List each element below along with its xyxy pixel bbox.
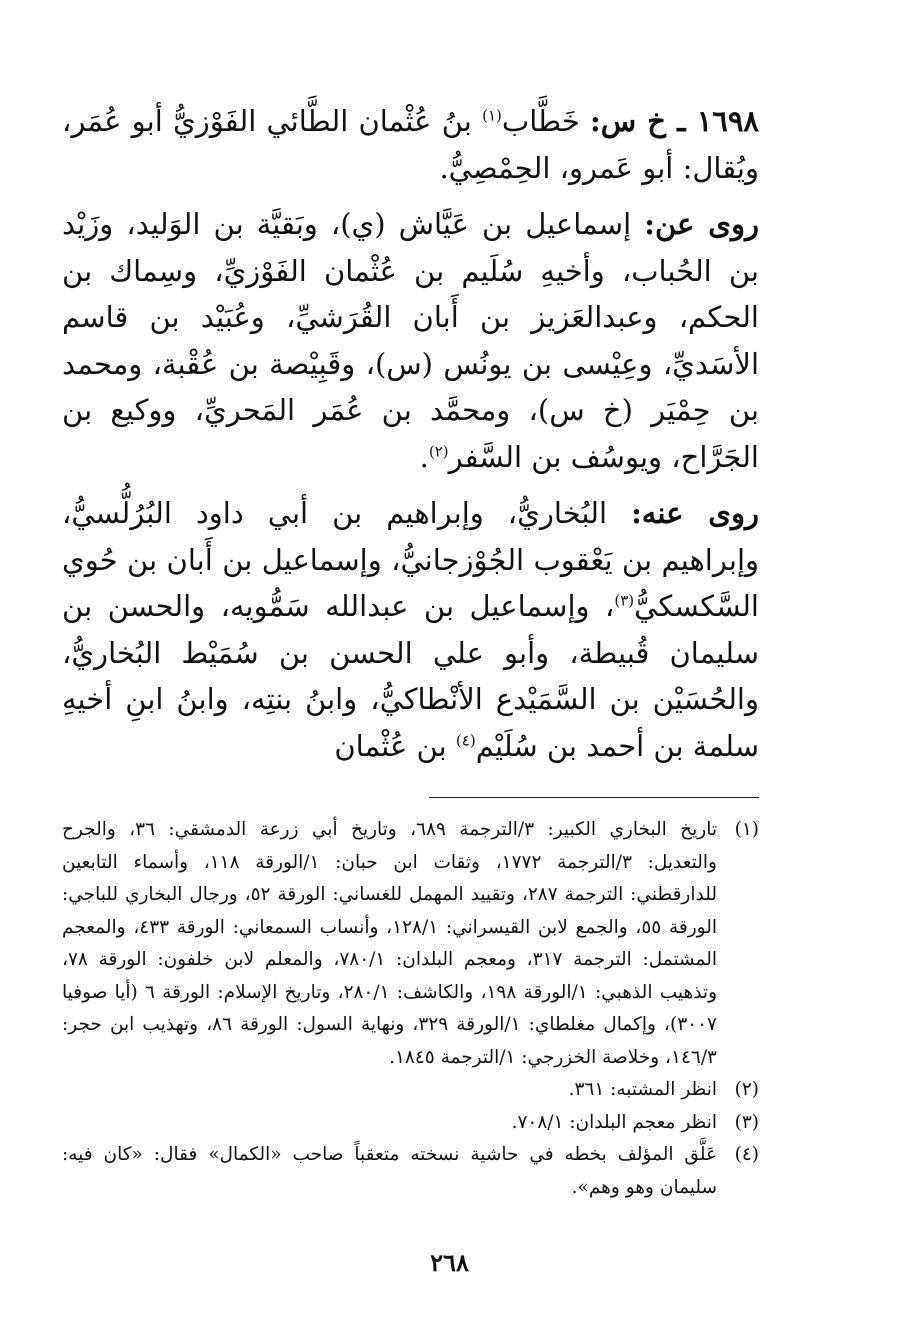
footnote-ref-3: (٣) xyxy=(614,591,635,610)
footnote-number: (٤) xyxy=(734,1144,759,1165)
footnote-item xyxy=(62,1139,759,1204)
entry-number: ١٦٩٨ ـ خ س: xyxy=(590,104,759,138)
narrated-by-text-1: البُخاريُّ، وإبراهيم بن أبي داود البُرُلُّسيُّ، وإبراهيم بن يَعْقوب الجُوْزجانيُّ، وإسماعيل بن أَبان بن حُوي السَّكسكيُّ xyxy=(62,496,759,623)
entry-name: خَطَّاب xyxy=(501,104,580,138)
page-number: ٢٦٨ xyxy=(430,1248,469,1277)
footnote-ref-4: (٤) xyxy=(455,730,476,749)
footnote-number: (٢) xyxy=(734,1079,759,1100)
footnote-item xyxy=(62,1074,759,1107)
narrated-from-label: روى عن: xyxy=(644,207,759,241)
narrated-by-paragraph xyxy=(62,490,759,769)
footnote-text: انظر معجم البلدان: ٧٠٨/١. xyxy=(511,1111,717,1133)
footnotes xyxy=(62,814,759,1204)
footnote-text: تاريخ البخاري الكبير: ٣/الترجمة ٦٨٩، وتاريخ أبي زرعة الدمشقي: ٣٦، والجرح والتعديل: ٣/الترجمة ١٧٧٢، وثقات ابن حبان: ١/الورقة ١١٨، وأسماء التابعين للدارقطني: الترجمة ٢٨٧، وتقييد المهمل للغساني: الورقة ٥٢، ورجال البخاري للباجي: الورقة ٥٥، والجمع لابن القيسراني: ١٢٨/١، وأنساب السمعاني: الورقة ٤٣٣، والمعجم المشتمل: الترجمة ٣١٧، ومعجم البلدان: ٧٨٠/١، والمعلم لابن خلفون: الورقة ٧٨، وتذهيب الذهبي: ١/الورقة ١٩٨، والكاشف: ٢٨٠/١، وتاريخ الإسلام: الورقة ٦ (أيا صوفيا ٣٠٠٧)، وإكمال مغلطاي: ١/الورقة ٣٢٩، ونهاية السول: الورقة ٨٦، وتهذيب ابن حجر: ١٤٦/٣، وخلاصة الخزرجي: ١/الترجمة ١٨٤٥. xyxy=(62,819,718,1068)
narrated-by-text-3: بن عُثْمان xyxy=(334,728,447,763)
footnote-number: (٣) xyxy=(734,1111,759,1133)
entry-body xyxy=(62,98,759,769)
narrated-from-end: . xyxy=(419,439,429,474)
entry-name-rest: بنُ عُثْمان الطَّائي الفَوْزيُّ أبو عُمَر، ويُقال: أبو عَمرو، الحِمْصِيُّ. xyxy=(62,104,759,185)
footnote-item xyxy=(62,1107,759,1140)
narrated-from-text: إسماعيل بن عَيَّاش (ي)، وبَقيَّة بن الوَليد، وزَيْد بن الحُباب، وأخيهِ سُلَيم بن عُثْمان الفَوْزيِّ، وسِماك بن الحكم، وعبدالعَزيز بن أَبان القُرَشيِّ، وعُبَيْد بن قاسم الأسَديِّ، وعِيْسى بن يونُس (س)، وقَبِيْصة بن عُقْبة، ومحمد بن حِمْيَر (خ س)، ومحمَّد بن عُمَر المَحريِّ، ووكيع بن الجَرَّاح، ويوسُف بن السَّفر xyxy=(62,207,759,474)
footnote-text: انظر المشتبه: ٣٦١. xyxy=(568,1079,717,1100)
narrated-from-paragraph xyxy=(62,201,759,480)
footnote-ref-1: (١) xyxy=(482,106,502,125)
footnote-ref-2: (٢) xyxy=(428,441,449,460)
entry-heading-paragraph xyxy=(62,98,759,191)
footnote-divider xyxy=(429,797,759,798)
footnote-text: عَلَّق المؤلف بخطه في حاشية نسخته متعقباً صاحب «الكمال» فقال: «كان فيه: سليمان وهو وهم». xyxy=(62,1144,717,1198)
footnote-item xyxy=(62,814,759,1074)
narrated-by-text-2: ، وإسماعيل بن عبدالله سَمُّويه، والحسن بن سليمان قُبيطة، وأبو علي الحسن بن سُمَيْط البُخاريُّ، والحُسَيْن بن السَّمَيْدع الأنْطاكيُّ، وابنُ بنتِه، وابنُ ابنِ أخيهِ سلمة بن أحمد بن سُلَيْم xyxy=(62,589,759,763)
footnote-number: (١) xyxy=(734,819,759,840)
narrated-by-label: روى عنه: xyxy=(631,496,759,530)
